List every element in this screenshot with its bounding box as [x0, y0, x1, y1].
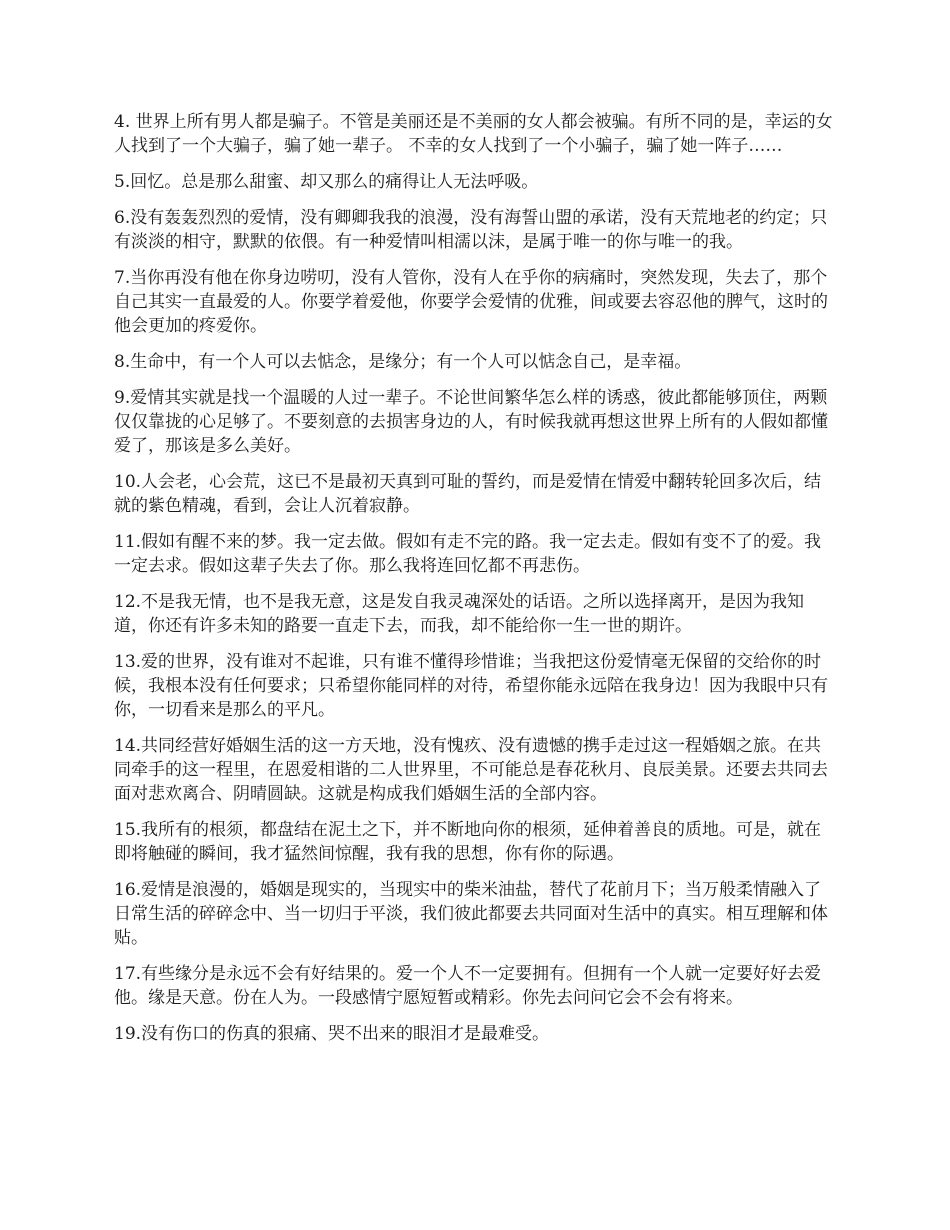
paragraph-13: 13.爱的世界，没有谁对不起谁，只有谁不懂得珍惜谁；当我把这份爱情毫无保留的交给你的时候，我根本没有任何要求；只希望你能同样的对待，希望你能永远陪在我身边！因为我眼中只有你，一切看来是那么的平凡。 [114, 652, 828, 720]
paragraph-10: 10.人会老，心会荒，这已不是最初天真到可耻的誓约，而是爱情在情爱中翻转轮回多次后，结就的紫色精魂，看到，会让人沉着寂静。 [114, 472, 822, 516]
paragraph-17: 17.有些缘分是永远不会有好结果的。爱一个人不一定要拥有。但拥有一个人就一定要好好去爱他。缘是天意。份在人为。一段感情宁愿短暂或精彩。你先去问问它会不会有将来。 [114, 964, 822, 1008]
paragraph-15: 15.我所有的根须，都盘结在泥土之下，并不断地向你的根须，延伸着善良的质地。可是，就在即将触碰的瞬间，我才猛然间惊醒，我有我的思想，你有你的际遇。 [114, 820, 822, 864]
paragraph-12: 12.不是我无情，也不是我无意，这是发自我灵魂深处的话语。之所以选择离开，是因为我知道，你还有许多未知的路要一直走下去，而我，却不能给你一生一世的期许。 [114, 592, 805, 636]
paragraph-19: 19.没有伤口的伤真的狠痛、哭不出来的眼泪才是最难受。 [114, 1024, 550, 1044]
paragraph-5: 5.回忆。总是那么甜蜜、却又那么的痛得让人无法呼吸。 [114, 172, 539, 192]
paragraph-16: 16.爱情是浪漫的，婚姻是现实的，当现实中的柴米油盐，替代了花前月下；当万般柔情融入了日常生活的碎碎念中、当一切归于平淡，我们彼此都要去共同面对生活中的真实。相互理解和体贴。 [114, 880, 828, 948]
paragraph-7: 7.当你再没有他在你身边唠叨，没有人管你，没有人在乎你的病痛时，突然发现，失去了，那个自己其实一直最爱的人。你要学着爱他，你要学会爱情的优雅，间或要去容忍他的脾气，这时的他会更加的疼爱你。 [114, 268, 828, 336]
paragraph-14: 14.共同经营好婚姻生活的这一方天地，没有愧疚、没有遗憾的携手走过这一程婚姻之旅。在共同牵手的这一程里，在恩爱相谐的二人世界里，不可能总是春花秋月、良辰美景。还要去共同去面对悲欢离合、阴晴圆缺。这就是构成我们婚姻生活的全部内容。 [114, 736, 828, 804]
paragraph-11: 11.假如有醒不来的梦。我一定去做。假如有走不完的路。我一定去走。假如有变不了的爱。我一定去求。假如这辈子失去了你。那么我将连回忆都不再悲伤。 [114, 532, 822, 576]
paragraph-6: 6.没有轰轰烈烈的爱情，没有卿卿我我的浪漫，没有海誓山盟的承诺，没有天荒地老的约定；只有淡淡的相守，默默的依偎。有一种爱情叫相濡以沫，是属于唯一的你与唯一的我。 [114, 208, 828, 252]
paragraph-9: 9.爱情其实就是找一个温暖的人过一辈子。不论世间繁华怎么样的诱惑，彼此都能够顶住，两颗仅仅靠拢的心足够了。不要刻意的去损害身边的人，有时候我就再想这世界上所有的人假如都懂爱了，那该是多么美好。 [114, 388, 828, 456]
paragraph-4: 4. 世界上所有男人都是骗子。不管是美丽还是不美丽的女人都会被骗。有所不同的是，幸运的女人找到了一个大骗子，骗了她一辈子。 不幸的女人找到了一个小骗子，骗了她一阵子…… [114, 112, 833, 156]
paragraph-8: 8.生命中，有一个人可以去惦念，是缘分；有一个人可以惦念自己，是幸福。 [114, 352, 692, 372]
